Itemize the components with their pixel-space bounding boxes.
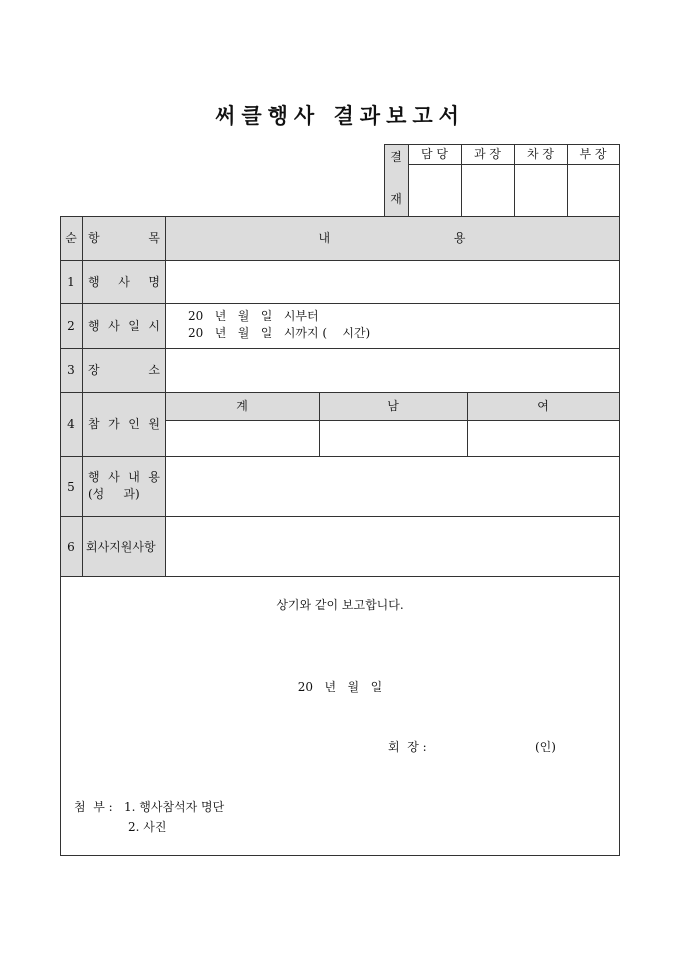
row-1-item: 행 사 명: [88, 275, 160, 289]
approval-col-manager: 부 장: [579, 147, 607, 161]
attachment-item-1: 1. 행사참석자 명단: [124, 800, 225, 814]
document-title: 써클행사 결과보고서: [215, 103, 465, 128]
approval-col-section-chief: 과 장: [474, 147, 501, 161]
row-3-item: 장 소: [88, 363, 160, 377]
approval-col-deputy-manager: 차 장: [527, 147, 554, 161]
president-label: 회 장 :: [388, 740, 427, 754]
row-2-datetime-start: 20 년 월 일 시부터: [188, 309, 319, 323]
row-4-item: 참 가 인 원: [88, 417, 160, 431]
row-5-no: 5: [67, 480, 75, 494]
row-3-no: 3: [67, 363, 75, 377]
row-1-no: 1: [67, 275, 75, 289]
header-content: [165, 231, 619, 245]
attendees-female-header: 여: [537, 399, 549, 413]
header-no: 순: [65, 231, 77, 245]
row-6-item: 회사지원사항: [86, 540, 156, 554]
report-statement: 상기와 같이 보고합니다.: [276, 598, 404, 612]
row-6-no: 6: [67, 540, 75, 554]
row-2-datetime-end: 20 년 월 일 시까지 ( 시간): [188, 326, 371, 340]
approval-label-top: 결: [390, 150, 402, 164]
row-2-item: 행 사 일 시: [88, 319, 160, 333]
header-content-text: 내 용: [318, 231, 466, 245]
row-5-item-line1: 행 사 내 용: [88, 470, 160, 484]
approval-col-staff: 담 당: [421, 147, 448, 161]
row-4-no: 4: [67, 417, 75, 431]
seal-mark: (인): [535, 740, 556, 754]
row-5-item-line2: (성 과): [88, 487, 140, 501]
report-date: 20 년 월 일: [297, 680, 383, 694]
row-2-no: 2: [67, 319, 75, 333]
attendees-total-header: 계: [236, 399, 248, 413]
header-item: 항 목: [88, 231, 160, 245]
attachment-item-2: 2. 사진: [128, 820, 167, 834]
attendees-male-header: 남: [387, 399, 399, 413]
attachment-label: 첨 부 :: [74, 800, 113, 814]
approval-label-bottom: 재: [390, 192, 402, 206]
